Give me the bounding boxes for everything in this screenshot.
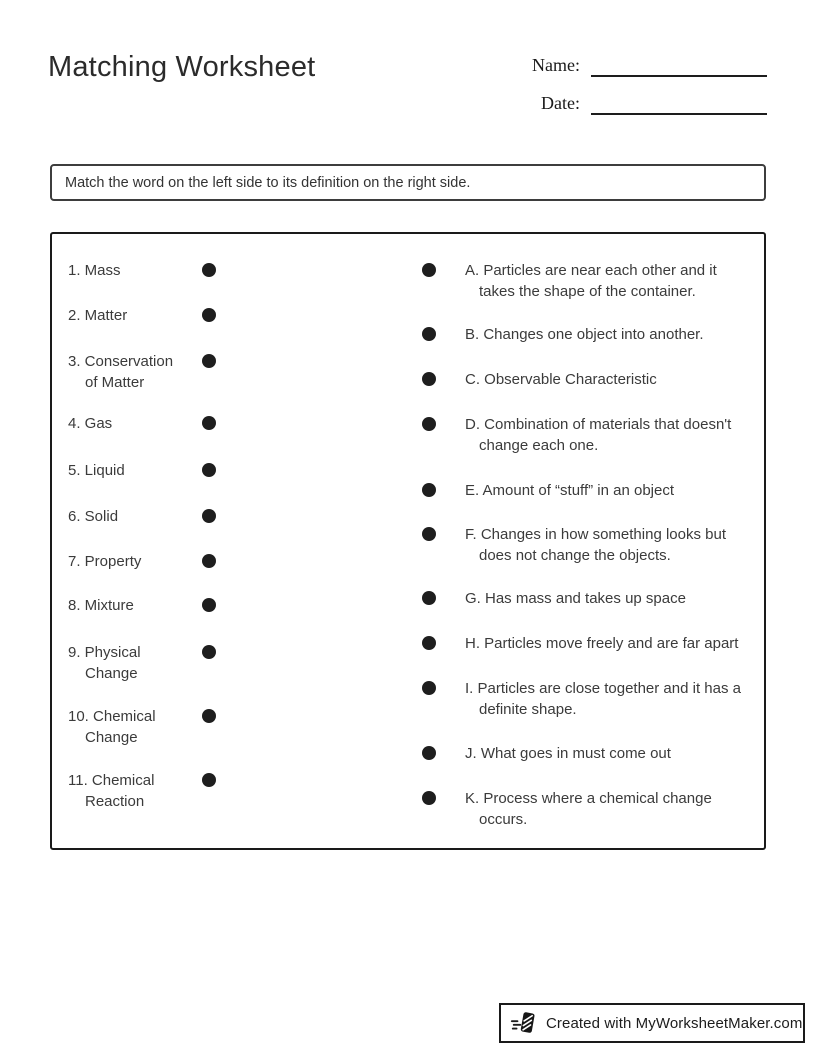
definition-dot[interactable] bbox=[422, 372, 436, 386]
term-label: 7. Property bbox=[68, 553, 142, 570]
term-row bbox=[68, 351, 186, 393]
definition-dot[interactable] bbox=[422, 636, 436, 650]
term-label: 10. Chemical Change bbox=[68, 708, 156, 746]
term-row bbox=[68, 506, 186, 527]
term-label: 2. Matter bbox=[68, 307, 128, 324]
definition-label: E. Amount of “stuff” in an object bbox=[465, 482, 675, 499]
definition-row bbox=[422, 480, 761, 501]
term-row bbox=[68, 305, 186, 326]
term-label: 6. Solid bbox=[68, 508, 119, 525]
definition-row bbox=[422, 788, 761, 830]
footer-credit-text: Created with MyWorksheetMaker.com bbox=[546, 1014, 803, 1032]
term-dot[interactable] bbox=[202, 509, 216, 523]
definition-label: D. Combination of materials that doesn't change each one. bbox=[465, 416, 732, 454]
matching-area bbox=[50, 232, 766, 850]
definition-label: A. Particles are near each other and it takes the shape of the container. bbox=[465, 262, 717, 300]
name-row bbox=[532, 52, 767, 77]
definition-dot[interactable] bbox=[422, 417, 436, 431]
term-label: 11. Chemical Reaction bbox=[68, 772, 155, 810]
date-row bbox=[532, 90, 767, 115]
page-title: Matching Worksheet bbox=[48, 51, 316, 83]
definition-label: F. Changes in how something looks but does not change the objects. bbox=[465, 526, 726, 564]
definition-dot[interactable] bbox=[422, 681, 436, 695]
date-label: Date: bbox=[541, 93, 580, 113]
term-dot[interactable] bbox=[202, 645, 216, 659]
term-row bbox=[68, 413, 186, 434]
name-label: Name: bbox=[532, 55, 580, 75]
definition-row bbox=[422, 260, 761, 302]
name-input-line[interactable] bbox=[591, 53, 767, 77]
definition-dot[interactable] bbox=[422, 327, 436, 341]
definition-label: J. What goes in must come out bbox=[465, 745, 671, 762]
term-dot[interactable] bbox=[202, 416, 216, 430]
worksheet-maker-logo-icon bbox=[510, 1009, 538, 1037]
term-label: 5. Liquid bbox=[68, 462, 125, 479]
term-dot[interactable] bbox=[202, 308, 216, 322]
term-label: 4. Gas bbox=[68, 415, 113, 432]
definition-label: K. Process where a chemical change occurs. bbox=[465, 790, 712, 828]
definition-dot[interactable] bbox=[422, 483, 436, 497]
definition-dot[interactable] bbox=[422, 791, 436, 805]
definition-label: G. Has mass and takes up space bbox=[465, 590, 686, 607]
definition-dot[interactable] bbox=[422, 746, 436, 760]
term-label: 9. Physical Change bbox=[68, 644, 141, 682]
definition-row bbox=[422, 324, 761, 345]
term-row bbox=[68, 642, 186, 684]
definition-dot[interactable] bbox=[422, 527, 436, 541]
term-row bbox=[68, 770, 186, 812]
definition-dot[interactable] bbox=[422, 591, 436, 605]
instructions-text: Match the word on the left side to its definition on the right side. bbox=[65, 174, 471, 191]
definition-row bbox=[422, 633, 761, 654]
definition-dot[interactable] bbox=[422, 263, 436, 277]
definition-row bbox=[422, 369, 761, 390]
term-row bbox=[68, 706, 186, 748]
term-dot[interactable] bbox=[202, 354, 216, 368]
term-dot[interactable] bbox=[202, 554, 216, 568]
footer-credit bbox=[499, 1003, 805, 1043]
instructions-box bbox=[50, 164, 766, 201]
definition-row bbox=[422, 414, 761, 456]
term-label: 3. Conservation of Matter bbox=[68, 353, 174, 391]
definition-label: I. Particles are close together and it has a definite shape. bbox=[465, 680, 741, 718]
term-dot[interactable] bbox=[202, 773, 216, 787]
term-row bbox=[68, 260, 186, 281]
term-row bbox=[68, 460, 186, 481]
definition-row bbox=[422, 678, 761, 720]
term-dot[interactable] bbox=[202, 263, 216, 277]
definition-label: B. Changes one object into another. bbox=[465, 326, 704, 343]
definition-row bbox=[422, 588, 761, 609]
term-label: 8. Mixture bbox=[68, 597, 134, 614]
definition-label: C. Observable Characteristic bbox=[465, 371, 657, 388]
definition-label: H. Particles move freely and are far apart bbox=[465, 635, 739, 652]
term-label: 1. Mass bbox=[68, 262, 121, 279]
term-dot[interactable] bbox=[202, 709, 216, 723]
term-dot[interactable] bbox=[202, 598, 216, 612]
definition-row bbox=[422, 743, 761, 764]
term-dot[interactable] bbox=[202, 463, 216, 477]
name-date-block bbox=[532, 52, 767, 128]
date-input-line[interactable] bbox=[591, 91, 767, 115]
term-row bbox=[68, 595, 186, 616]
definition-row bbox=[422, 524, 761, 566]
term-row bbox=[68, 551, 186, 572]
